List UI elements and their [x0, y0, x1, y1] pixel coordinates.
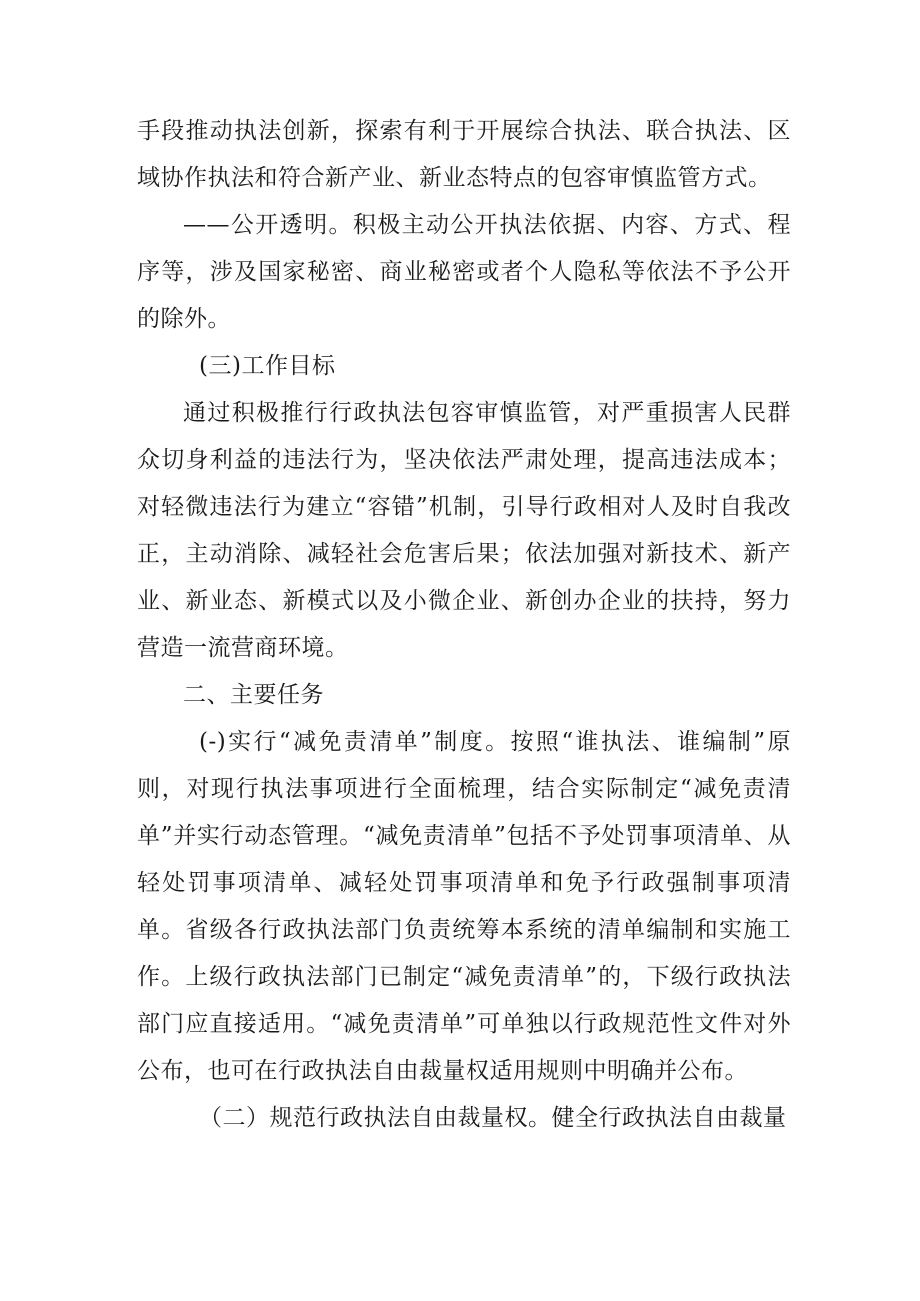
- paragraph-task-two: （二）规范行政执法自由裁量权。健全行政执法自由裁量: [199, 1105, 787, 1131]
- paragraph-continuation: 手段推动执法创新，探索有利于开展综合执法、联合执法、区域协作执法和符合新产业、新业态特点的包容审慎监管方式。: [137, 118, 791, 191]
- paragraph-openness: ——公开透明。积极主动公开执法依据、内容、方式、程序等，涉及国家秘密、商业秘密或者个人隐私等依法不予公开的除外。: [137, 212, 791, 332]
- paragraph-goals: 通过积极推行行政执法包容审慎监管，对严重损害人民群众切身利益的违法行为，坚决依法严肃处理，提高违法成本；对轻微违法行为建立“容错”机制，引导行政相对人及时自我改正，主动消除、减轻社会危害后果；依法加强对新技术、新产业、新业态、新模式以及小微企业、新创办企业的扶持，努力营造一流营商环境。: [137, 400, 791, 661]
- section-heading-goals: (三)工作目标: [199, 353, 336, 379]
- section-heading-main-tasks: 二、主要任务: [183, 682, 324, 708]
- paragraph-task-one: (-)实行“减免责清单”制度。按照“谁执法、谁编制”原则，对现行执法事项进行全面梳理，结合实际制定“减免责清单”并实行动态管理。“减免责清单”包括不予处罚事项清单、从轻处罚事项清单、减轻处罚事项清单和免予行政强制事项清单。省级各行政执法部门负责统筹本系统的清单编制和实施工作。上级行政执法部门已制定“减免责清单”的，下级行政执法部门应直接适用。“减免责清单”可单独以行政规范性文件对外公布，也可在行政执法自由裁量权适用规则中明确并公布。: [137, 729, 791, 1084]
- document-body: [137, 108, 791, 1142]
